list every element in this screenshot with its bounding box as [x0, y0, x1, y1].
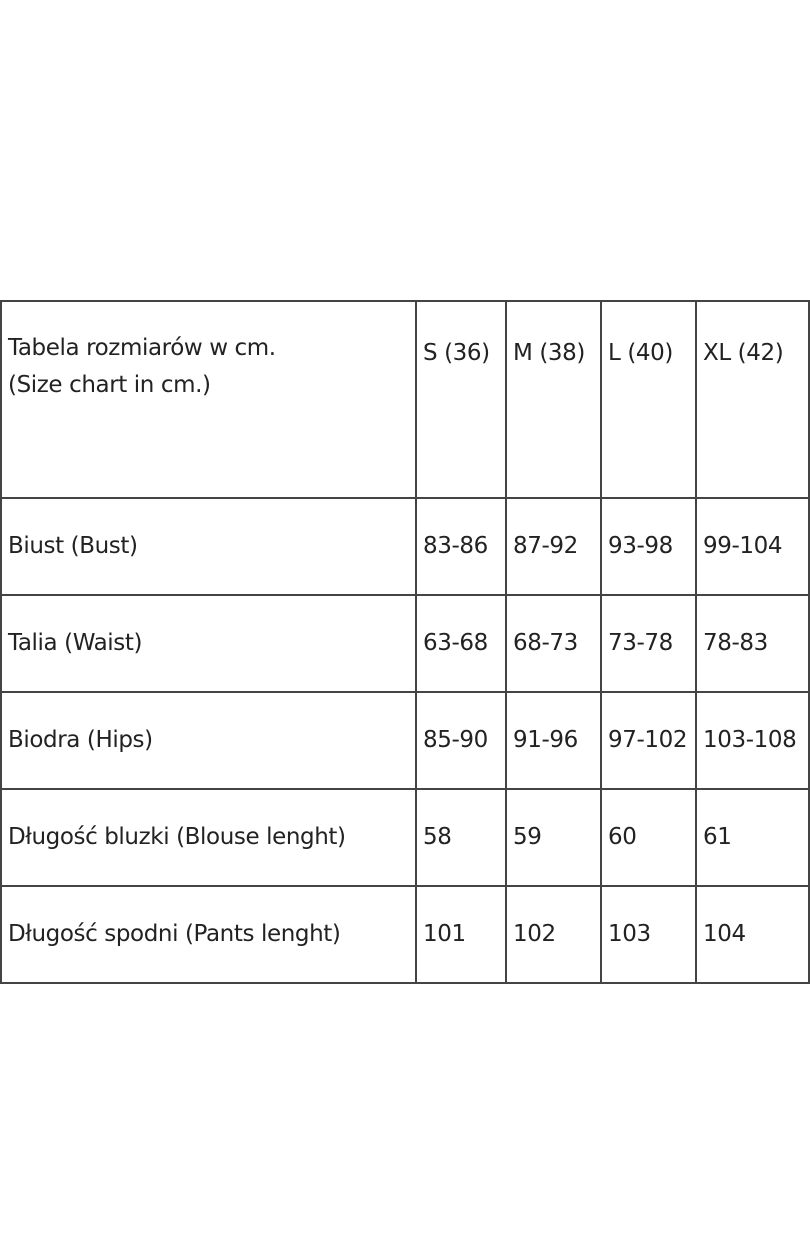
table-row-blouse-length — [1, 789, 809, 886]
cell-value: 102 — [506, 886, 601, 983]
cell-value: 78-83 — [696, 595, 809, 692]
cell-value: 68-73 — [506, 595, 601, 692]
cell-value: 59 — [506, 789, 601, 886]
cell-value: 103 — [601, 886, 696, 983]
cell-value: 104 — [696, 886, 809, 983]
cell-value: 97-102 — [601, 692, 696, 789]
cell-value: 85-90 — [416, 692, 506, 789]
cell-value: 99-104 — [696, 498, 809, 595]
size-header-l: L (40) — [601, 301, 696, 498]
row-label: Biust (Bust) — [1, 498, 416, 595]
cell-value: 60 — [601, 789, 696, 886]
size-header-m: M (38) — [506, 301, 601, 498]
table-title-en: (Size chart in cm.) — [8, 372, 211, 398]
cell-value: 101 — [416, 886, 506, 983]
size-header-xl: XL (42) — [696, 301, 809, 498]
size-header-s: S (36) — [416, 301, 506, 498]
cell-value: 63-68 — [416, 595, 506, 692]
cell-value: 58 — [416, 789, 506, 886]
table-title-cell — [1, 301, 416, 498]
table-title-pl: Tabela rozmiarów w cm. — [8, 335, 276, 361]
cell-value: 73-78 — [601, 595, 696, 692]
cell-value: 83-86 — [416, 498, 506, 595]
cell-value: 103-108 — [696, 692, 809, 789]
row-label: Długość spodni (Pants lenght) — [1, 886, 416, 983]
row-label: Biodra (Hips) — [1, 692, 416, 789]
size-chart-table — [0, 300, 810, 984]
cell-value: 61 — [696, 789, 809, 886]
cell-value: 91-96 — [506, 692, 601, 789]
row-label: Talia (Waist) — [1, 595, 416, 692]
table-row-pants-length — [1, 886, 809, 983]
header-row — [1, 301, 809, 498]
table-row-bust — [1, 498, 809, 595]
cell-value: 87-92 — [506, 498, 601, 595]
table-row-waist — [1, 595, 809, 692]
cell-value: 93-98 — [601, 498, 696, 595]
row-label: Długość bluzki (Blouse lenght) — [1, 789, 416, 886]
table-row-hips — [1, 692, 809, 789]
